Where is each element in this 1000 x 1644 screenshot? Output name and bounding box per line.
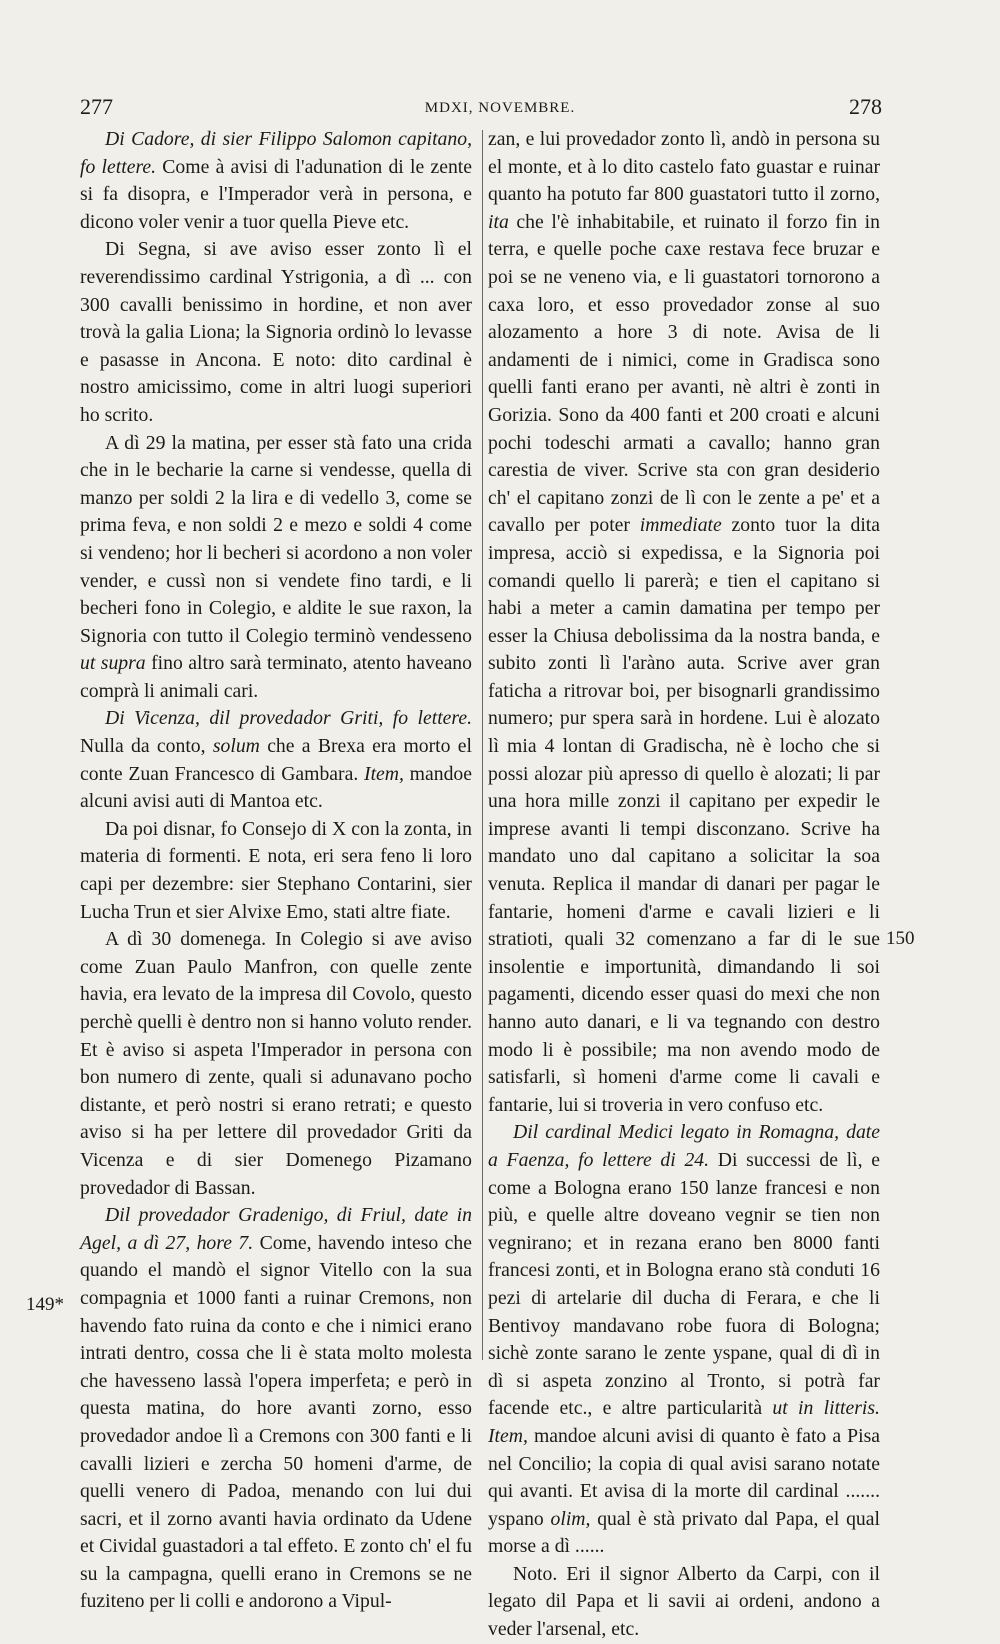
right-column <box>488 126 880 1644</box>
paragraph: Di Cadore, di sier Filippo Salomon capitano, fo lettere. Come à avisi di l'adunation di le zente si fa disopra, e l'Imperador verà in persona, e dicono voler venir a tuor quella Pieve etc. <box>80 128 472 233</box>
page-number-right: 278 <box>849 94 882 119</box>
paragraph: zan, e lui provedador zonto lì, andò in persona su el monte, et à lo dito castelo fato guastar e ruinar quanto ha potuto far 800 guastatori tutto il zorno, ita che l'è inhabitabile, et ruinato il forzo fin in terra, e quelle poche caxe restava fece bruzar e poi se ne veneno via, e li guastatori tornorono a caxa loro, et esso provedador zonse al suo alozamento a hore 3 di note. Avisa de li andamenti de i nimici, come in Gradisca sono quelli fanti erano per avanti, nè altri è zonti in Gorizia. Sono da 400 fanti et 200 croati e alcuni pochi todeschi armati a cavallo; hanno gran carestia de viver. Scrive sta con gran desiderio ch' el capitano zonzi de lì con le zente a pe' et a cavallo per poter immediate zonto tuor la dita impresa, acciò si expedissa, e la Signoria poi comandi quello li parerà; e tien el capitano si habi a meter a camin damatina per tempo per esser la Chiusa debolissima da la nostra banda, e subito zonti lì l'aràno auta. Scrive aver gran faticha a ritrovar boi, per bisognarli grandissimo numero; pur spera sarà in hordene. Lui è alozato lì mia 4 lontan di Gradischa, nè è locho che si possi alozar più apresso di quello è alozati; li par una hora mille zonzi il capitano per expedir le imprese avanti li tempi disconzano. Scrive ha mandato uno dal capitano a solicitar la soa venuta. Replica il mandar di danari per pagar le fantarie, homeni d'arme e cavali lizieri e li stratioti, quali 32 comenzano a far di le sue insolentie e importunità, dimandando li soi pagamenti, dicendo esser quasi do mexi che non hanno auto danari, e li va tegnando con destro modo li è possibile; ma non avendo modo de satisfarli, sì homeni d'arme come li cavali e fantarie, lui si troveria in vero confuso etc. <box>488 128 880 1116</box>
margin-note-left: 149* <box>26 1294 64 1315</box>
letter-heading: Dil provedador Gradenigo, di Friul, date in Agel, a dì 27, hore 7. <box>80 1204 472 1254</box>
margin-note-right: 150 <box>886 928 915 949</box>
paragraph: A dì 30 domenega. In Colegio si ave aviso come Zuan Paulo Manfron, con quelle zente havia, era levato de la impresa dil Covolo, questo perchè quelli è dentro non si hanno voluto render. Et è aviso si aspeta l'Imperador in persona con bon numero di zente, quali si adunavano pocho distante, et però nostri si erano retrati; e questo aviso si ha per lettere dil provedador Griti da Vicenza e di sier Domenego Pizamano provedador di Bassan. <box>80 928 472 1199</box>
letter-heading: Dil cardinal Medici legato in Romagna, date a Faenza, fo lettere di 24. <box>488 1121 880 1171</box>
paragraph: Da poi disnar, fo Consejo di X con la zonta, in materia di formenti. E nota, eri sera feno li loro capi per dezembre: sier Stephano Contarini, sier Lucha Trun et sier Alvixe Emo, stati altre fiate. <box>80 817 472 923</box>
paragraph: Di Segna, si ave aviso esser zonto lì el reverendissimo cardinal Ystrigonia, a dì ... con 300 cavalli benissimo in hordine, et non aver trovà la galia Liona; la Signoria ordinò lo levasse e pasasse in Ancona. E noto: dito cardinal è nostro amicissimo, come in altri luogi superiori ho scrito. <box>80 238 472 426</box>
paragraph: A dì 29 la matina, per esser stà fato una crida che in le becharie la carne si vendesse, quella di manzo per soldi 2 la lira e di vedello 3, come se prima feva, e non soldi 2 e mezo e soldi 4 come si vendeno; hor li becheri si acordono a non voler vender, e cussì non si vendete fino tardi, e li becheri fono in Colegio, e aldite le sue raxon, la Signoria con tutto il Colegio terminò vendesseno ut supra fino altro sarà terminato, atento haveano comprà li animali cari. <box>80 431 472 702</box>
page-number-left: 277 <box>80 94 113 119</box>
column-divider <box>482 130 483 1360</box>
letter-heading: Di Cadore, di sier Filippo Salomon capitano, fo lettere. <box>80 128 472 178</box>
left-column <box>80 126 472 1616</box>
paragraph: Dil provedador Gradenigo, di Friul, date in Agel, a dì 27, hore 7. Come, havendo inteso che quando el mandò el signor Vitello con la sua compagnia et 1000 fanti a ruinar Cremons, non havendo fato ruina da conto e che i nimici erano intrati dentro, cossa che li è stata molto molesta che havesseno lassà l'opera imperfeta; e però in questa matina, do hore avanti zorno, esso provedador andoe lì a Cremons con 300 fanti e li cavalli lizieri e zercha 50 homeni d'arme, de quelli venero di Padoa, menando con lui dui sacri, et il zorno avanti havia ordinato da Udene et Cividal guastadori a tal effeto. E zonto ch' el fu su la campagna, quelli erano in Cremons se ne fuziteno per li colli e andorono a Vipul- <box>80 1204 472 1613</box>
paragraph: Dil cardinal Medici legato in Romagna, date a Faenza, fo lettere di 24. Di successi de lì, e come a Bologna erano 150 lanze francesi e non più, e quelle altre doveano vegnir se tien non vegnirano; et in rezana erano ben 8000 fanti francesi zonti, et in Bologna erano stà conduti 16 pezi di artelarie dil ducha di Ferara, e che li Bentivoy mandavano robe fuora di Bologna; sichè zonte sarano le zente yspane, qual di dì in dì si aspeta zonzino al Tronto, si potrà far facende etc., e altre particularità ut in litteris. Item, mandoe alcuni avisi di quanto è fato a Pisa nel Concilio; la copia di qual avisi sarano notate qui avanti. Et avisa di la morte dil cardinal ....... yspano olim, qual è stà privato dal Papa, el qual morse a dì ...... <box>488 1121 880 1558</box>
running-title: MDXI, NOVEMBRE. <box>424 100 576 116</box>
paragraph: Noto. Eri il signor Alberto da Carpi, con il legato dil Papa et li savii ai ordeni, andono a veder l'arsenal, etc. <box>488 1562 880 1641</box>
letter-heading: Di Vicenza, dil provedador Griti, fo lettere. <box>105 707 472 730</box>
paragraph: Di Vicenza, dil provedador Griti, fo lettere. Nulla da conto, solum che a Brexa era morto el conte Zuan Francesco di Gambara. Item, mandoe alcuni avisi auti di Mantoa etc. <box>80 707 472 813</box>
